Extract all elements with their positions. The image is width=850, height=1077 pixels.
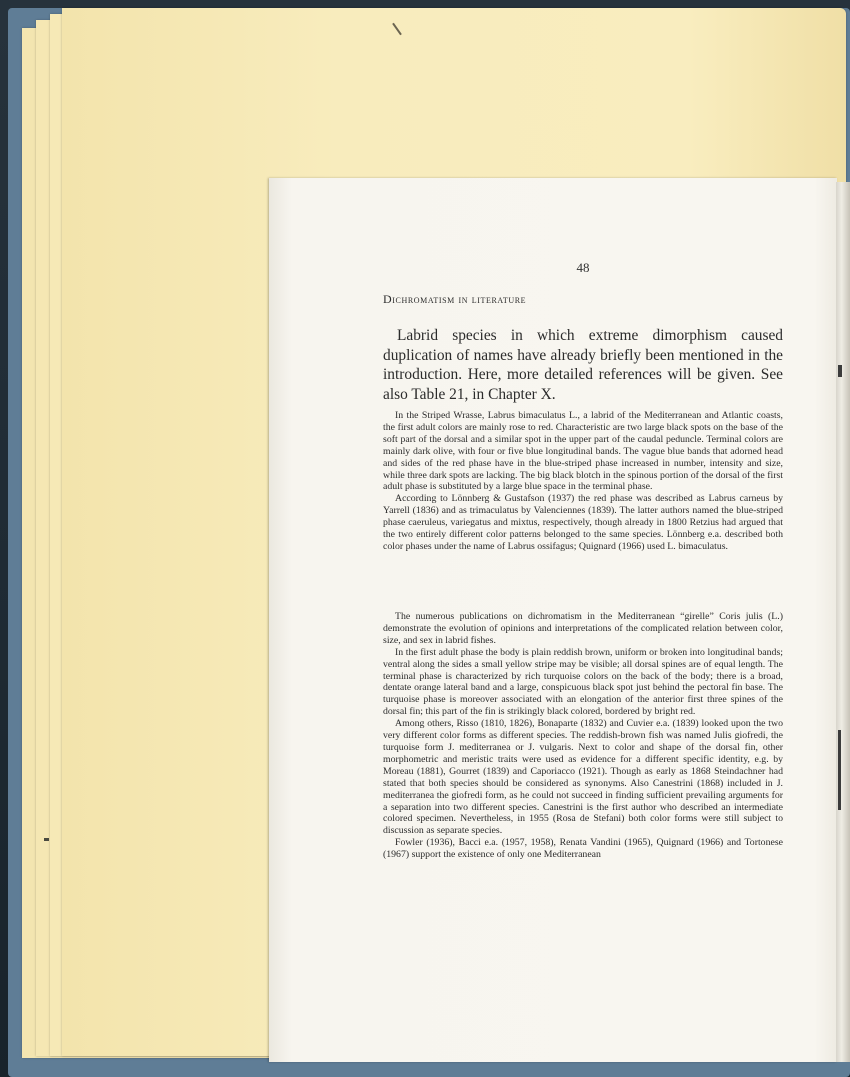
paragraph: The numerous publications on dichromatism in the Mediterranean “girelle” Coris julis (L.) demonstrate the evolution of opinions and interpretations of the complicated relation between color, size, and sex in labrid fishes. — [383, 611, 783, 646]
paragraph: In the first adult phase the body is plain reddish brown, uniform or broken into longitudinal bands; ventral along the sides a small yellow stripe may be visible; all dorsal spines are of equal length. The terminal phase is characterized by rich turquoise colors on the back of the body; there is a broad, dentate orange lateral band and a large, conspicuous black spot just behind the pectoral fin base. The turquoise phase is moreover associated with an elongation of the anterior first three spines of the dorsal fin; this part of the fin is strikingly black colored, bordered by bright red. — [383, 646, 783, 718]
paragraph: In the Striped Wrasse, Labrus bimaculatus L., a labrid of the Mediterranean and Atlantic coasts, the first adult colors are mainly rose to red. Characteristic are two large black spots on the base of the soft part of the dorsal and a similar spot in the upper part of the caudal peduncle. Terminal colors are mainly dark olive, with four or five blue longitudinal bands. The vague blue bands that adorned head and sides of the red phase have in the blue-striped phase increased in number, intensity and size, while three dark spots are lacking. The big black blotch in the spinous portion of the dorsal of the first adult phase is substituted by a large blue space in the terminal phase. — [383, 410, 783, 493]
paragraph: Among others, Risso (1810, 1826), Bonaparte (1832) and Cuvier e.a. (1839) looked upon the two very different color forms as different species. The reddish-brown fish was named Julis giofredi, the turquoise form J. mediterranea or J. vulgaris. Next to color and shape of the dorsal fin, other morphometric and meristic traits were used as evidence for a different specific identity, e.g. by Moreau (1881), Gourret (1839) and Caporiacco (1921). Though as early as 1868 Steindachner had stated that both species should be considered as synonyms. Also Canestrini (1868) included in J. mediterranea the giofredi form, as he could not succeed in finding sufficient prevailing arguments for a separation into two different species. Canestrini is the first author who described an intermediate colored specimen. Nevertheless, in 1955 (Rosa de Stefani) both color forms were still subject to discussion as separate species. — [383, 718, 783, 837]
intro-paragraph: Labrid species in which extreme dimorphism caused duplication of names have already briefly been mentioned in the introduction. Here, more detailed references will be given. See also Table 21, in Chapter X. — [383, 327, 783, 403]
paragraph: According to Lönnberg & Gustafson (1937) the red phase was described as Labrus carneus by Yarrell (1836) and as trimaculatus by Valenciennes (1839). The latter authors named the blue-striped phase caeruleus, variegatus and mixtus, respectively, though already in 1800 Retzius had argued that the two entirely different color patterns belonged to the same species. Lönnberg e.a. described both color phases under the name of Labrus ossifagus; Quignard (1966) used L. bimaculatus. — [383, 493, 783, 552]
text-block-coris — [383, 611, 783, 861]
ink-dot — [44, 838, 49, 841]
page-edge-tab — [838, 730, 841, 810]
page-number: 48 — [576, 260, 590, 275]
paragraph: Fowler (1936), Bacci e.a. (1957, 1958), Renata Vandini (1965), Quignard (1966) and Tortonese (1967) support the existence of only one Mediterranean — [383, 837, 783, 861]
page-edge — [836, 182, 850, 1062]
section-heading: Dichromatism in literature — [383, 292, 527, 306]
page-edge-tab — [838, 365, 842, 377]
text-block-labrus — [383, 410, 783, 553]
